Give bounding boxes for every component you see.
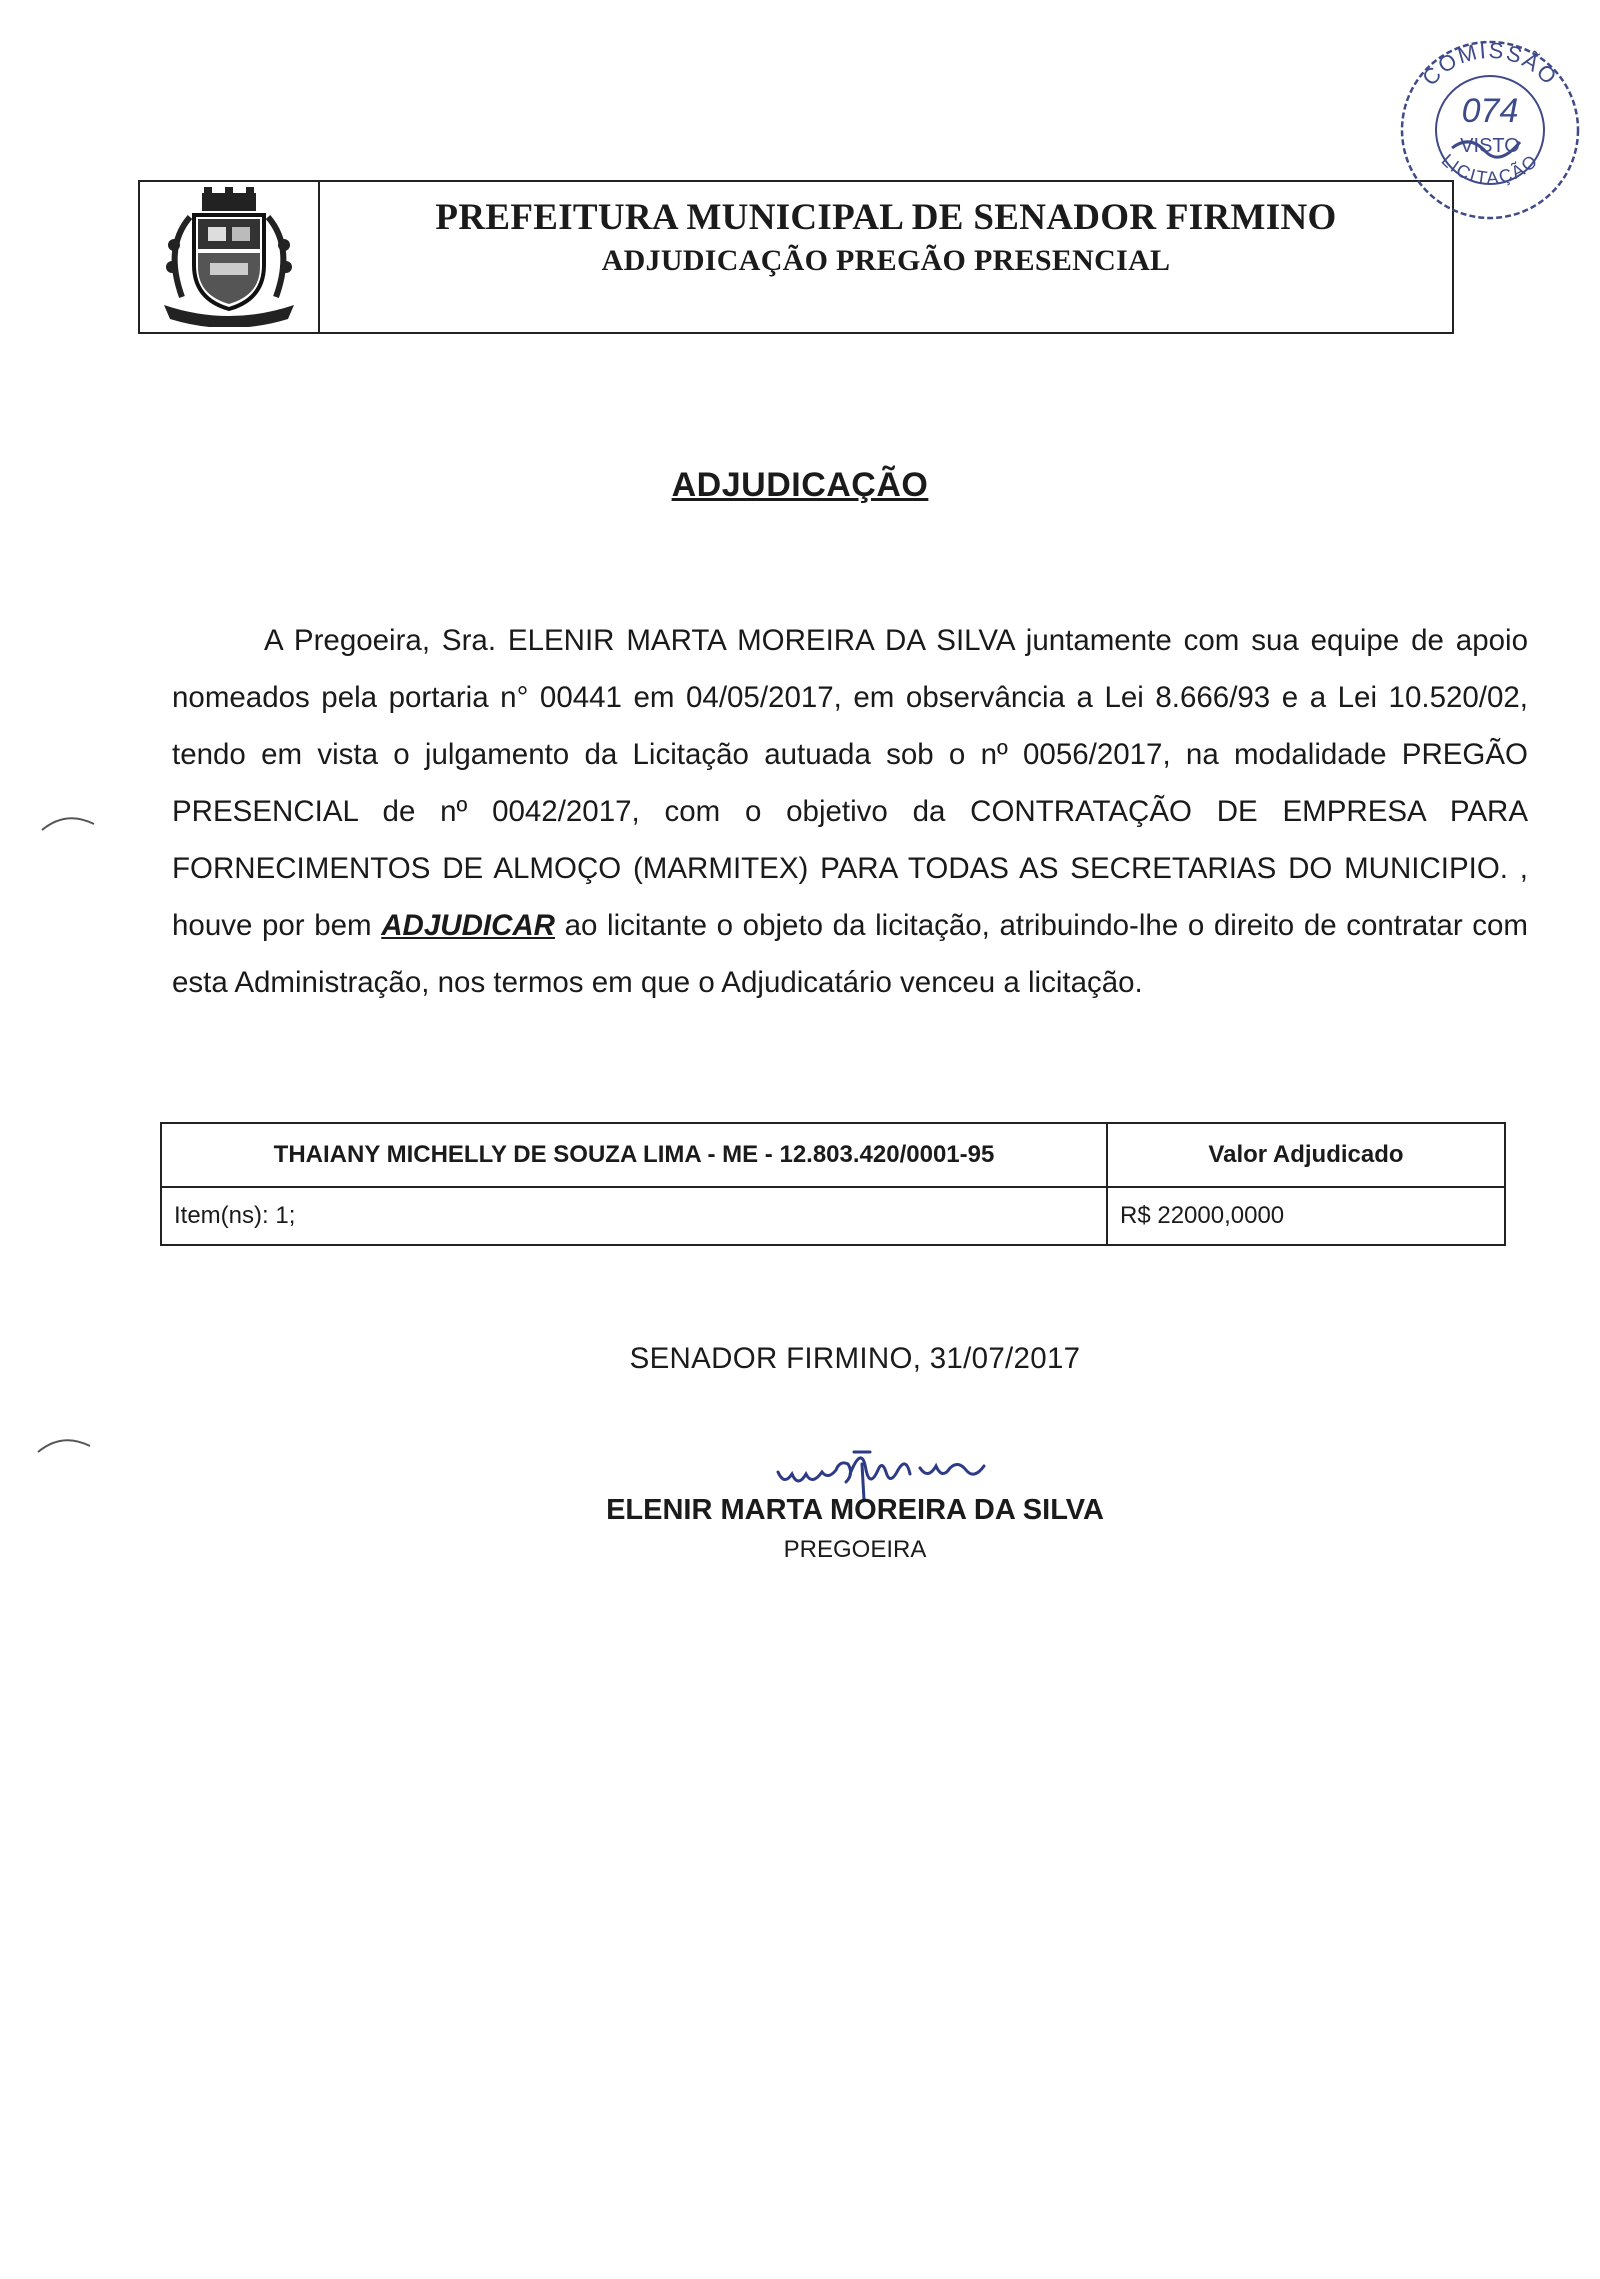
company-cell: THAIANY MICHELLY DE SOUZA LIMA - ME - 12.803.420/0001-95 — [161, 1123, 1107, 1187]
place-date: SENADOR FIRMINO, 31/07/2017 — [629, 1342, 1081, 1375]
paragraph-text-after: ao licitante o objeto da licitação, atribuindo-lhe o direito de contratar com esta Administração, nos termos em que o Adjudicatário venceu a licitação. — [172, 909, 1528, 999]
header-logo-cell — [140, 182, 320, 332]
header-subtitle: ADJUDICAÇÃO PREGÃO PRESENCIAL — [601, 244, 1171, 277]
document-heading: ADJUDICAÇÃO — [671, 466, 929, 504]
stamp-top-text: COMISSÃO — [1417, 37, 1563, 91]
table-row — [161, 1123, 1505, 1187]
handwritten-signature — [770, 1430, 1010, 1500]
commission-stamp — [1390, 30, 1590, 230]
punch-hole-mark — [38, 810, 98, 834]
document-header — [138, 180, 1454, 334]
stamp-number: 074 — [1461, 92, 1519, 130]
municipality-title: PREFEITURA MUNICIPAL DE SENADOR FIRMINO — [435, 197, 1337, 238]
signer-role: PREGOEIRA — [783, 1536, 927, 1563]
value-header-cell: Valor Adjudicado — [1107, 1123, 1505, 1187]
paragraph-emphasis: ADJUDICAR — [381, 909, 555, 942]
adjudication-paragraph — [172, 612, 1528, 1011]
punch-hole-mark — [34, 1432, 94, 1456]
header-text — [320, 182, 1452, 332]
value-cell: R$ 22000,0000 — [1107, 1187, 1505, 1245]
municipal-coat-of-arms-icon — [154, 187, 304, 327]
table-row — [161, 1187, 1505, 1245]
items-cell: Item(ns): 1; — [161, 1187, 1107, 1245]
stamp-bottom-text: LICITAÇÃO — [1437, 149, 1543, 189]
svg-text:COMISSÃO — [1417, 38, 1563, 91]
signer-name: ELENIR MARTA MOREIRA DA SILVA — [606, 1494, 1104, 1526]
stamp-middle-text: VISTO — [1460, 135, 1520, 157]
award-table — [160, 1122, 1506, 1246]
paragraph-text-before: A Pregoeira, Sra. ELENIR MARTA MOREIRA DA SILVA juntamente com sua equipe de apoio nomeados pela portaria n° 00441 em 04/05/2017, em observância a Lei 8.666/93 e a Lei 10.520/02, tendo em vista o julgamento da Licitação autuada sob o nº 0056/2017, na modalidade PREGÃO PRESENCIAL de nº 0042/2017, com o objetivo da CONTRATAÇÃO DE EMPRESA PARA FORNECIMENTOS DE ALMOÇO (MARMITEX) PARA TODAS AS SECRETARIAS DO MUNICIPIO. , houve por bem — [172, 624, 1528, 942]
